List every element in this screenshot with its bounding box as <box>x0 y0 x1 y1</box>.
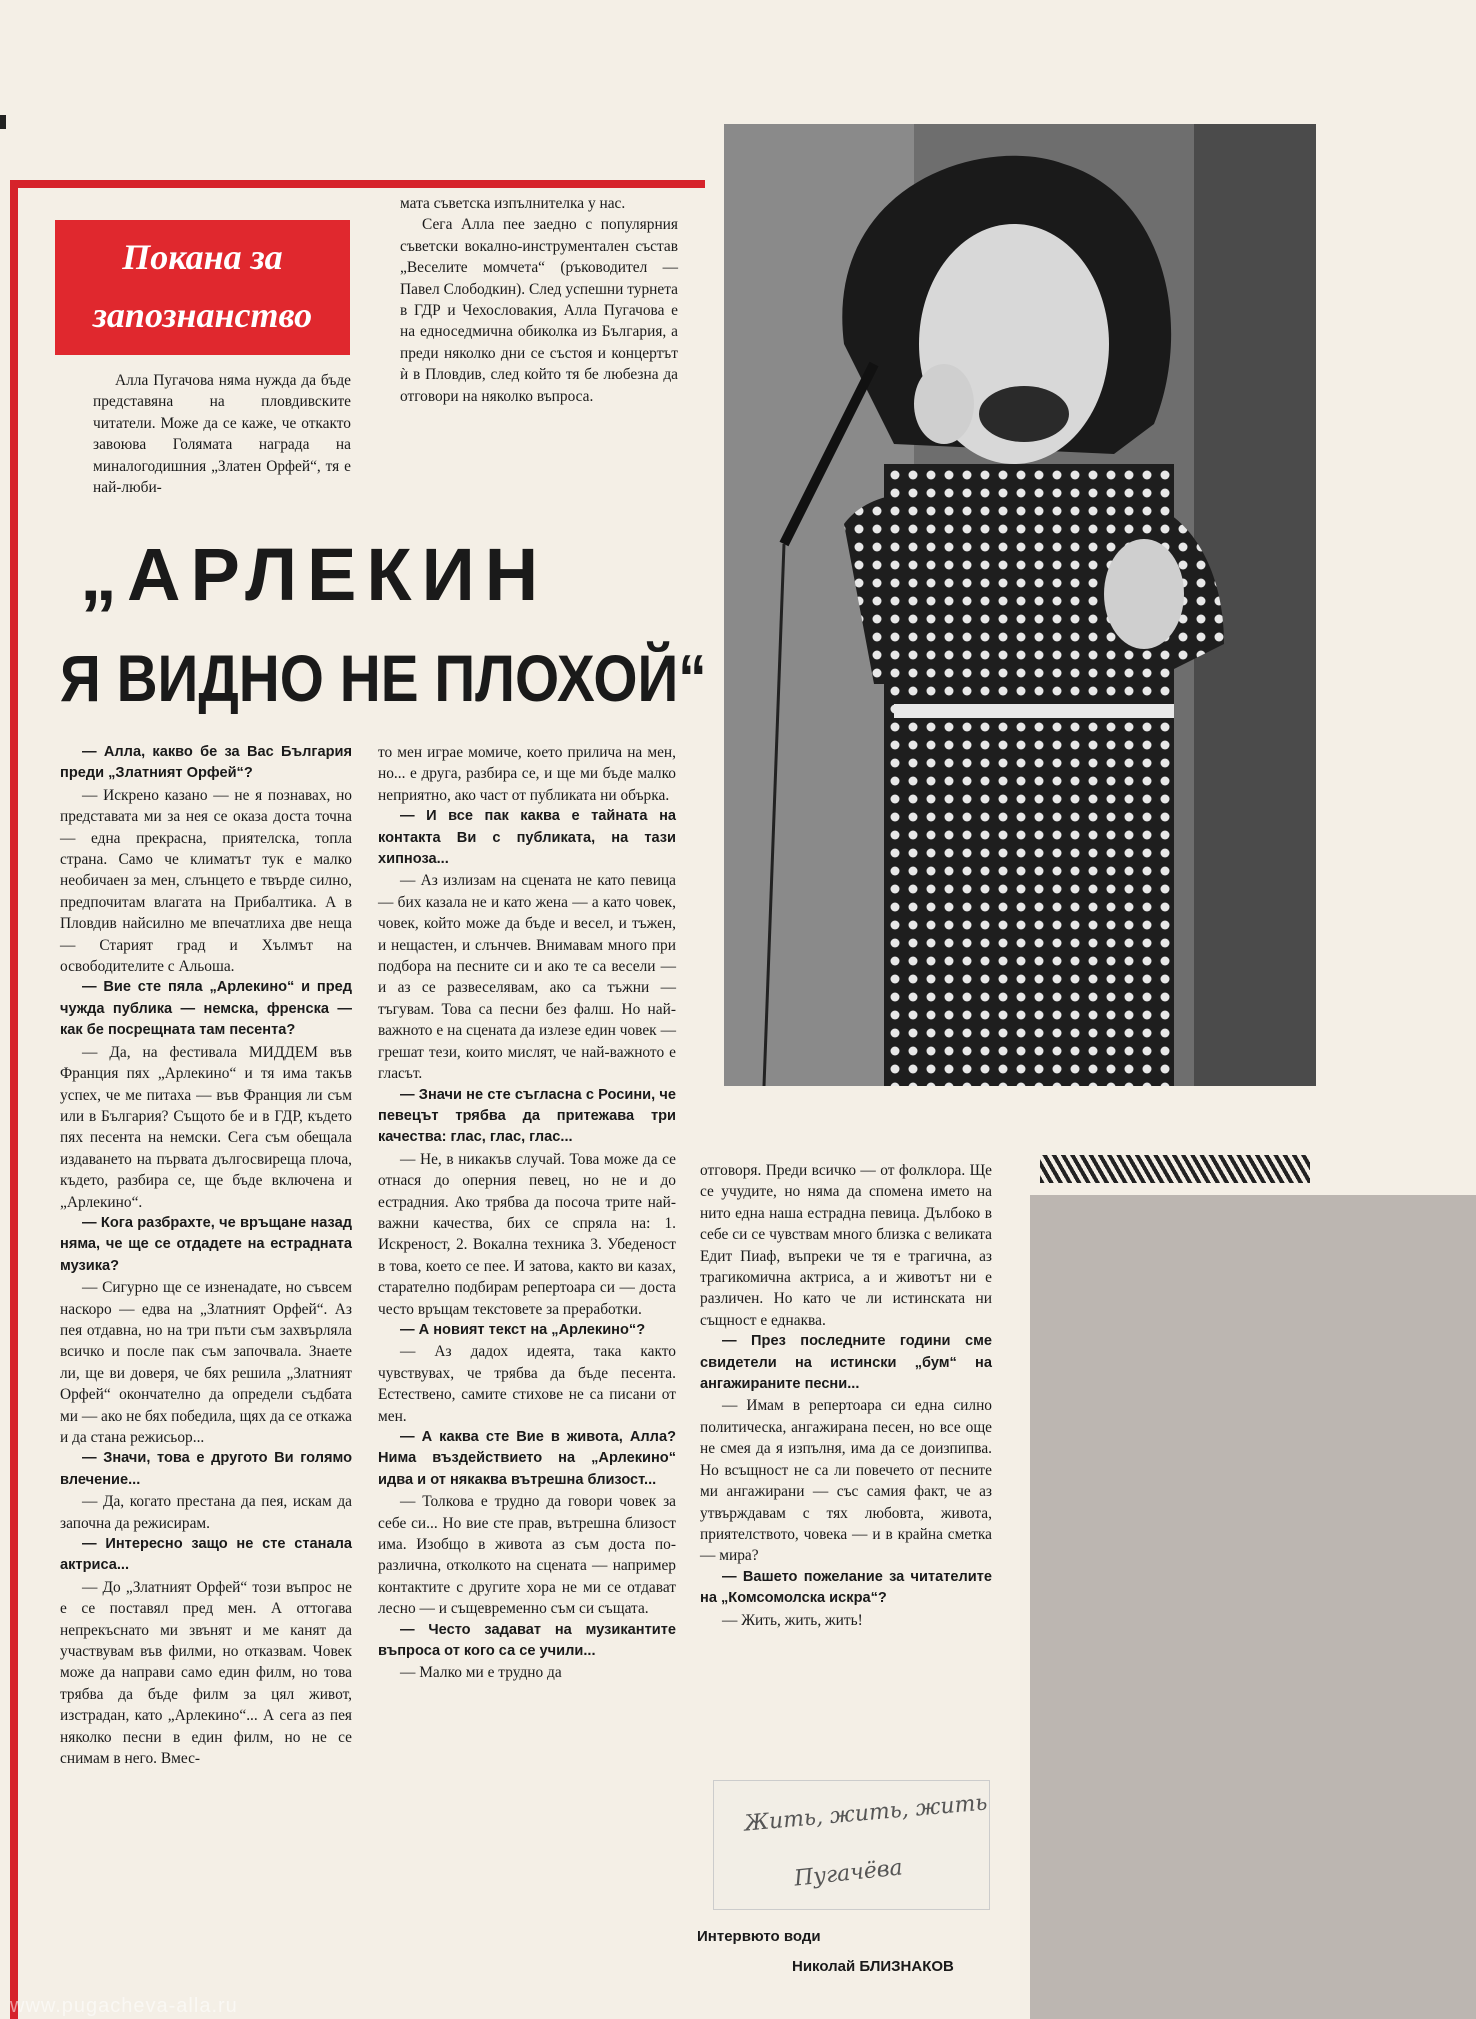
article-column-3 <box>700 1160 992 1631</box>
photo-illustration <box>724 124 1316 1086</box>
answer: — Имам в репертоара си една силно политическа, ангажирана песен, но все още не смея да я изпълня, има да се доизпипва. Но всъщност не са ли повечето от песните ми ангажирани — със самия факт, че аз утвърждавам с тях любовта, живота, приятелството, човека — и в крайна сметка — мира? <box>700 1397 992 1565</box>
question: — Значи не сте съгласна с Росини, че певецът трябва да притежава три качества: глас, глас, глас... <box>378 1086 676 1146</box>
intro-column-2 <box>400 193 678 407</box>
question: — Вашето пожелание за читателите на „Комсомолска искра“? <box>700 1568 992 1607</box>
answer: — Не, в никакъв случай. Това може да се отнася до оперния певец, но не и до естрадния. Ако трябва да посоча трите най-важни качества, бих се спряла на: 1. Искреност, 2. Вокална техника 3. Убеденост в това, което се пее. И затова, както ви казах, старателно подбирам репертоара си — доста често връщам текстовете за преработки. <box>378 1150 676 1318</box>
answer: — Искрено казано — не я познавах, но представата ми за нея се оказа доста точна — една прекрасна, приятелска, топла страна. Само че климатът тук е малко необичаен за мен, слънцето е твърде силно, предпочитам влагата на Прибалтика. А в Пловдив найсилно ме впечатлиха две неща — Старият град и Хълмът на освободителите с Альоша. <box>60 786 352 976</box>
intro-paragraph-1: Алла Пугачова няма нужда да бъде представяна на пловдивските читатели. Може да се каже, че откакто завоюва Голямата награда на миналогодишния „Златен Орфей“, тя е най-люби- <box>93 372 351 497</box>
byline-name: Николай БЛИЗНАКОВ <box>792 1958 954 1975</box>
question: — Значи, това е другото Ви голямо влечение... <box>60 1450 352 1488</box>
answer: — Толкова е трудно да говори човек за себе си... Но вие сте прав, вътрешна близост има. Изобщо в живота аз съм доста по-различна, отколкото на сцената — например контактите с другите хора не ми се отдават лесно — и същевременно съм си същата. <box>378 1493 676 1618</box>
article-column-1 <box>60 742 352 1770</box>
question: — Кога разбрахте, че връщане назад няма, че ще се отдадете на естрадната музика? <box>60 1214 352 1274</box>
red-frame-top <box>10 180 705 188</box>
rubric-line-2: запознанство <box>92 295 313 335</box>
photo-singer <box>724 124 1316 1086</box>
answer: — До „Златният Орфей“ този въпрос не е се поставял пред мен. А оттогава непрекъснато ми звънят и ме канят да участвувам във филми, но отказвам. Човек може да направи само един филм, но това трябва да бъде филм за цял живот, изстрадан, като „Арлекино“... А сега аз пея няколко песни в един филм, но не се снимам в него. Вмес- <box>60 1578 352 1768</box>
red-frame-left <box>10 180 18 2019</box>
question: — А новият текст на „Арлекино“? <box>400 1321 646 1338</box>
rubric-line-1: Покана за <box>122 237 283 277</box>
headline-line-2: Я ВИДНО НЕ ПЛОХОЙ“ <box>60 641 707 715</box>
headline-line-1: „АРЛЕКИН <box>80 533 549 616</box>
answer: — Жить, жить, жить! <box>722 1611 863 1629</box>
decorative-stripe <box>1040 1155 1310 1183</box>
byline-label: Интервюто води <box>697 1928 821 1945</box>
gray-background-block <box>1030 1195 1476 2019</box>
autograph <box>713 1780 990 1910</box>
question: — И все пак каква е тайната на контакта Ви с публиката, на тази хипноза... <box>378 808 676 868</box>
intro-paragraph-2: мата съветска изпълнителка у нас. <box>400 195 626 212</box>
question: — Вие сте пяла „Арлекино“ и пред чужда публика — немска, френска — как бе посрещната там песента? <box>60 979 352 1039</box>
article-column-2 <box>378 742 676 1684</box>
question: — Алла, какво бе за Вас България преди „Златният Орфей“? <box>60 744 352 782</box>
answer: — Малко ми е трудно да <box>400 1664 562 1682</box>
answer: — Да, когато престана да пея, искам да започна да режисирам. <box>60 1493 352 1532</box>
question: — През последните години сме свидетели на истински „бум“ на ангажираните песни... <box>700 1333 992 1393</box>
question: — Интересно защо не сте станала актриса... <box>60 1536 352 1574</box>
intro-column-1 <box>93 370 351 498</box>
answer: — Да, на фестивала МИДДЕМ във Франция пях „Арлекино“ и тя има такъв успех, че ме питаха — във Франция ли съм или в България? Същото бе и в ГДР, където пях песента на немски. Сега съм обещала издаването на първата дългосвиреща плоча, където, разбира се, ще бъде включена и „Арлекино“. <box>60 1043 352 1211</box>
question: — Често задават на музикантите въпроса от кого са се учили... <box>378 1621 676 1660</box>
rubric-box <box>55 220 350 355</box>
autograph-text: Жить, жить, жить <box>743 1790 989 1837</box>
answer: — Аз дадох идеята, така както чувствувах, че трябва да бъде песента. Естествено, самите стихове не са писани от мен. <box>378 1343 676 1425</box>
answer: — Аз излизам на сцената не като певица — бих казала не и като жена — а като човек, човек, който може да бъде и весел, и тъжен, и нещастен, и слънчев. Внимавам много при подбора на песните си и ако те са весели — и аз се развеселявам, ако са тъжни — тъгувам. Това са песни без фалш. Но най-важното е на сцената да излезе един човек — грешат тези, които мислят, че най-важното е гласът. <box>378 872 676 1083</box>
answer: отговоря. Преди всичко — от фолклора. Ще се учудите, но няма да спомена името на нито една наша естрадна певица. Дълбоко в себе си се чувствам много близка с великата Едит Пиаф, въпреки че тя е трагична, аз трагикомична актриса, а и животът ни е различен. Но като че ли истинската ни същност е еднаква. <box>700 1162 992 1329</box>
intro-paragraph-3: Сега Алла пее заедно с популярния съветски вокално-инструментален състав „Веселите момчета“ (ръководител — Павел Слободкин). След успешни турнета в ГДР и Чехословакия, Алла Пугачова е на едноседмична обиколка из България, а преди няколко дни се състоя и концертът ѝ в Пловдив, след който тя бе любезна да отговори на няколко въпроса. <box>400 216 678 405</box>
watermark: www.pugacheva-alla.ru <box>10 1995 238 2017</box>
margin-mark <box>0 115 6 129</box>
question: — А каква сте Вие в живота, Алла? Нима въздействието на „Арлекино“ идва и от някаква вътрешна близост... <box>378 1429 676 1488</box>
answer: то мен играе момиче, което прилича на мен, но... е друга, разбира се, и ще ми бъде малко неприятно, ако част от публиката ни обърка. <box>378 744 676 804</box>
answer: — Сигурно ще се изненадате, но съвсем наскоро — едва на „Златният Орфей“. Аз пея отдавна, но на три пъти съм захвърляла всичко и после пак съм започвала. Знаете ли, ще ви доверя, че бях решила „Златният Орфей“ окончателно да определи съдбата ми — ако не бях победила, щях да се откажа и да стана режисьор... <box>60 1279 353 1446</box>
autograph-signature: Пугачёва <box>792 1855 904 1892</box>
